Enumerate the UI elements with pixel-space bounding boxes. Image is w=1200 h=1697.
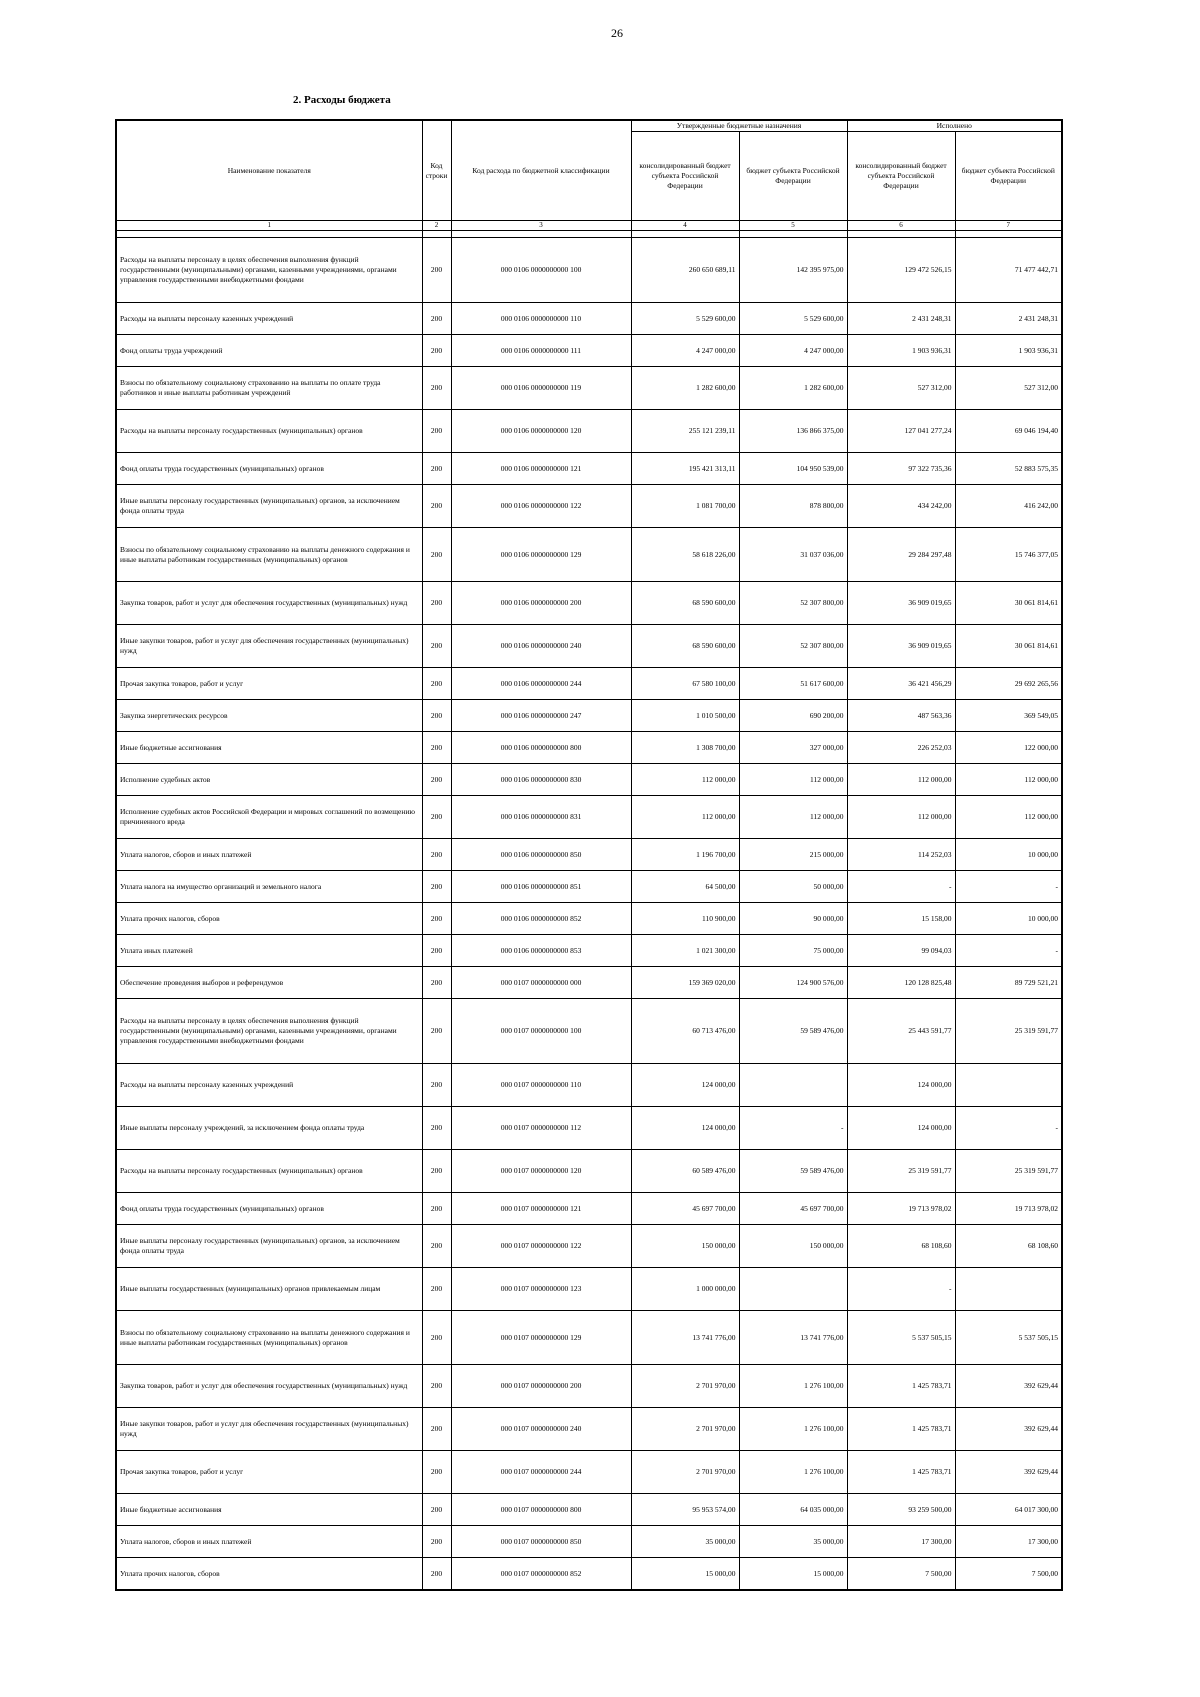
row-approved-subject-cell: 75 000,00: [739, 935, 847, 967]
row-classification-code-cell: 000 0106 0000000000 110: [451, 303, 631, 335]
row-executed-subject-cell: [955, 1268, 1062, 1311]
row-classification-code-cell: 000 0106 0000000000 851: [451, 871, 631, 903]
row-executed-subject-cell: 30 061 814,61: [955, 582, 1062, 625]
row-executed-consolidated-cell: 68 108,60: [847, 1225, 955, 1268]
row-executed-subject-cell: 392 629,44: [955, 1451, 1062, 1494]
row-approved-subject-cell: 112 000,00: [739, 764, 847, 796]
row-executed-consolidated-cell: 112 000,00: [847, 796, 955, 839]
row-approved-subject-cell: 104 950 539,00: [739, 453, 847, 485]
row-approved-subject-cell: [739, 1064, 847, 1107]
header-executed: Исполнено: [847, 120, 1062, 132]
table-row: [116, 668, 1062, 700]
row-executed-subject-cell: -: [955, 935, 1062, 967]
row-line-code-cell: 200: [422, 1193, 451, 1225]
row-name-cell: Фонд оплаты труда государственных (муниципальных) органов: [116, 1193, 422, 1225]
row-line-code-cell: 200: [422, 453, 451, 485]
row-executed-subject-cell: 369 549,05: [955, 700, 1062, 732]
table-row: [116, 1064, 1062, 1107]
row-approved-subject-cell: 215 000,00: [739, 839, 847, 871]
table-row: [116, 967, 1062, 999]
row-name-cell: Иные закупки товаров, работ и услуг для обеспечения государственных (муниципальных) нужд: [116, 625, 422, 668]
row-executed-subject-cell: 10 000,00: [955, 839, 1062, 871]
header-line-code: Код строки: [422, 120, 451, 221]
row-approved-subject-cell: 90 000,00: [739, 903, 847, 935]
row-executed-consolidated-cell: 124 000,00: [847, 1107, 955, 1150]
row-name-cell: Уплата налогов, сборов и иных платежей: [116, 839, 422, 871]
row-classification-code-cell: 000 0106 0000000000 852: [451, 903, 631, 935]
row-name-cell: Расходы на выплаты персоналу казенных учреждений: [116, 303, 422, 335]
row-classification-code-cell: 000 0106 0000000000 850: [451, 839, 631, 871]
row-executed-consolidated-cell: 434 242,00: [847, 485, 955, 528]
row-line-code-cell: 200: [422, 1268, 451, 1311]
row-approved-consolidated-cell: 2 701 970,00: [631, 1451, 739, 1494]
row-executed-consolidated-cell: 15 158,00: [847, 903, 955, 935]
row-approved-consolidated-cell: 112 000,00: [631, 764, 739, 796]
row-line-code-cell: 200: [422, 582, 451, 625]
row-line-code-cell: 200: [422, 1150, 451, 1193]
row-approved-consolidated-cell: 68 590 600,00: [631, 625, 739, 668]
row-executed-subject-cell: 527 312,00: [955, 367, 1062, 410]
row-name-cell: Иные выплаты государственных (муниципальных) органов привлекаемым лицам: [116, 1268, 422, 1311]
table-row: [116, 839, 1062, 871]
budget-expenses-table: [115, 119, 1063, 1591]
row-approved-consolidated-cell: 1 000 000,00: [631, 1268, 739, 1311]
row-approved-consolidated-cell: 124 000,00: [631, 1107, 739, 1150]
table-row: [116, 1526, 1062, 1558]
row-line-code-cell: 200: [422, 1311, 451, 1365]
row-executed-subject-cell: 112 000,00: [955, 796, 1062, 839]
row-approved-subject-cell: [739, 1268, 847, 1311]
row-classification-code-cell: 000 0107 0000000000 850: [451, 1526, 631, 1558]
row-classification-code-cell: 000 0107 0000000000 244: [451, 1451, 631, 1494]
row-approved-subject-cell: 5 529 600,00: [739, 303, 847, 335]
row-line-code-cell: 200: [422, 967, 451, 999]
row-line-code-cell: 200: [422, 303, 451, 335]
row-approved-consolidated-cell: 1 021 300,00: [631, 935, 739, 967]
row-approved-subject-cell: 50 000,00: [739, 871, 847, 903]
row-approved-subject-cell: 124 900 576,00: [739, 967, 847, 999]
row-line-code-cell: 200: [422, 700, 451, 732]
row-name-cell: Обеспечение проведения выборов и референдумов: [116, 967, 422, 999]
row-name-cell: Взносы по обязательному социальному страхованию на выплаты денежного содержания и иные выплаты работникам государственных (муниципальных) органов: [116, 528, 422, 582]
row-name-cell: Взносы по обязательному социальному страхованию на выплаты по оплате труда работников и иные выплаты работникам учреждений: [116, 367, 422, 410]
row-name-cell: Исполнение судебных актов Российской Федерации и мировых соглашений по возмещению причиненного вреда: [116, 796, 422, 839]
row-line-code-cell: 200: [422, 1225, 451, 1268]
row-line-code-cell: 200: [422, 668, 451, 700]
row-approved-subject-cell: 327 000,00: [739, 732, 847, 764]
row-approved-consolidated-cell: 124 000,00: [631, 1064, 739, 1107]
row-approved-subject-cell: 13 741 776,00: [739, 1311, 847, 1365]
table-row: [116, 238, 1062, 303]
row-classification-code-cell: 000 0107 0000000000 852: [451, 1558, 631, 1591]
header-classification-code: Код расхода по бюджетной классификации: [451, 120, 631, 221]
row-executed-consolidated-cell: 7 500,00: [847, 1558, 955, 1591]
row-name-cell: Взносы по обязательному социальному страхованию на выплаты денежного содержания и иные выплаты работникам государственных (муниципальных) органов: [116, 1311, 422, 1365]
row-classification-code-cell: 000 0106 0000000000 247: [451, 700, 631, 732]
row-approved-consolidated-cell: 68 590 600,00: [631, 582, 739, 625]
row-executed-consolidated-cell: 5 537 505,15: [847, 1311, 955, 1365]
header-approved-consolidated: консолидированный бюджет субъекта Российской Федерации: [631, 132, 739, 221]
row-approved-consolidated-cell: 1 010 500,00: [631, 700, 739, 732]
row-line-code-cell: 200: [422, 1526, 451, 1558]
row-approved-subject-cell: 4 247 000,00: [739, 335, 847, 367]
row-approved-consolidated-cell: 67 580 100,00: [631, 668, 739, 700]
row-name-cell: Расходы на выплаты персоналу казенных учреждений: [116, 1064, 422, 1107]
row-classification-code-cell: 000 0107 0000000000 100: [451, 999, 631, 1064]
column-number: 2: [422, 221, 451, 231]
table-row: [116, 1558, 1062, 1591]
table-row: [116, 1193, 1062, 1225]
row-classification-code-cell: 000 0106 0000000000 244: [451, 668, 631, 700]
row-approved-subject-cell: 15 000,00: [739, 1558, 847, 1591]
row-approved-consolidated-cell: 35 000,00: [631, 1526, 739, 1558]
table-row: [116, 732, 1062, 764]
row-executed-consolidated-cell: 36 909 019,65: [847, 625, 955, 668]
row-name-cell: Уплата налогов, сборов и иных платежей: [116, 1526, 422, 1558]
table-row: [116, 1408, 1062, 1451]
row-executed-subject-cell: [955, 1064, 1062, 1107]
table-row: [116, 1107, 1062, 1150]
table-row: [116, 999, 1062, 1064]
row-executed-consolidated-cell: 1 425 783,71: [847, 1365, 955, 1408]
row-approved-subject-cell: 45 697 700,00: [739, 1193, 847, 1225]
row-executed-consolidated-cell: 127 041 277,24: [847, 410, 955, 453]
row-executed-consolidated-cell: 114 252,03: [847, 839, 955, 871]
row-approved-consolidated-cell: 13 741 776,00: [631, 1311, 739, 1365]
row-approved-subject-cell: 59 589 476,00: [739, 1150, 847, 1193]
row-executed-subject-cell: 112 000,00: [955, 764, 1062, 796]
row-approved-consolidated-cell: 60 589 476,00: [631, 1150, 739, 1193]
row-classification-code-cell: 000 0106 0000000000 100: [451, 238, 631, 303]
row-approved-subject-cell: 52 307 800,00: [739, 582, 847, 625]
row-name-cell: Иные бюджетные ассигнования: [116, 1494, 422, 1526]
column-number: 6: [847, 221, 955, 231]
row-executed-consolidated-cell: 25 319 591,77: [847, 1150, 955, 1193]
row-approved-consolidated-cell: 58 618 226,00: [631, 528, 739, 582]
table-row: [116, 485, 1062, 528]
row-executed-subject-cell: 392 629,44: [955, 1365, 1062, 1408]
row-approved-consolidated-cell: 2 701 970,00: [631, 1365, 739, 1408]
row-line-code-cell: 200: [422, 871, 451, 903]
row-approved-subject-cell: 136 866 375,00: [739, 410, 847, 453]
row-classification-code-cell: 000 0107 0000000000 120: [451, 1150, 631, 1193]
row-line-code-cell: 200: [422, 839, 451, 871]
row-approved-consolidated-cell: 112 000,00: [631, 796, 739, 839]
row-name-cell: Иные бюджетные ассигнования: [116, 732, 422, 764]
row-name-cell: Иные выплаты персоналу государственных (муниципальных) органов, за исключением фонда оплаты труда: [116, 485, 422, 528]
row-executed-consolidated-cell: 29 284 297,48: [847, 528, 955, 582]
row-classification-code-cell: 000 0107 0000000000 121: [451, 1193, 631, 1225]
row-line-code-cell: 200: [422, 367, 451, 410]
table-row: [116, 764, 1062, 796]
row-classification-code-cell: 000 0106 0000000000 240: [451, 625, 631, 668]
row-executed-consolidated-cell: 1 425 783,71: [847, 1408, 955, 1451]
row-line-code-cell: 200: [422, 1451, 451, 1494]
row-name-cell: Закупка товаров, работ и услуг для обеспечения государственных (муниципальных) нужд: [116, 1365, 422, 1408]
row-name-cell: Закупка товаров, работ и услуг для обеспечения государственных (муниципальных) нужд: [116, 582, 422, 625]
row-approved-consolidated-cell: 195 421 313,11: [631, 453, 739, 485]
row-approved-consolidated-cell: 4 247 000,00: [631, 335, 739, 367]
row-classification-code-cell: 000 0106 0000000000 200: [451, 582, 631, 625]
row-classification-code-cell: 000 0106 0000000000 853: [451, 935, 631, 967]
row-name-cell: Фонд оплаты труда учреждений: [116, 335, 422, 367]
table-body: [116, 231, 1062, 1591]
table-row: [116, 1451, 1062, 1494]
row-approved-consolidated-cell: 150 000,00: [631, 1225, 739, 1268]
row-approved-subject-cell: 878 800,00: [739, 485, 847, 528]
row-classification-code-cell: 000 0107 0000000000 112: [451, 1107, 631, 1150]
header-approved-subject: бюджет субъекта Российской Федерации: [739, 132, 847, 221]
table-row: [116, 582, 1062, 625]
row-line-code-cell: 200: [422, 625, 451, 668]
row-approved-consolidated-cell: 5 529 600,00: [631, 303, 739, 335]
table-row: [116, 335, 1062, 367]
row-classification-code-cell: 000 0106 0000000000 121: [451, 453, 631, 485]
row-classification-code-cell: 000 0106 0000000000 122: [451, 485, 631, 528]
table-row: [116, 903, 1062, 935]
row-executed-subject-cell: 10 000,00: [955, 903, 1062, 935]
row-executed-subject-cell: 19 713 978,02: [955, 1193, 1062, 1225]
row-line-code-cell: 200: [422, 796, 451, 839]
row-line-code-cell: 200: [422, 410, 451, 453]
table-row: [116, 1311, 1062, 1365]
row-line-code-cell: 200: [422, 485, 451, 528]
row-executed-subject-cell: 5 537 505,15: [955, 1311, 1062, 1365]
table-row: [116, 1225, 1062, 1268]
row-executed-subject-cell: 2 431 248,31: [955, 303, 1062, 335]
row-line-code-cell: 200: [422, 1064, 451, 1107]
row-executed-subject-cell: 25 319 591,77: [955, 999, 1062, 1064]
row-line-code-cell: 200: [422, 1107, 451, 1150]
row-name-cell: Прочая закупка товаров, работ и услуг: [116, 668, 422, 700]
row-executed-consolidated-cell: 129 472 526,15: [847, 238, 955, 303]
section-title: 2. Расходы бюджета: [293, 94, 391, 106]
row-executed-consolidated-cell: 120 128 825,48: [847, 967, 955, 999]
column-number: 3: [451, 221, 631, 231]
row-executed-subject-cell: 89 729 521,21: [955, 967, 1062, 999]
row-line-code-cell: 200: [422, 238, 451, 303]
row-executed-consolidated-cell: 2 431 248,31: [847, 303, 955, 335]
row-classification-code-cell: 000 0106 0000000000 831: [451, 796, 631, 839]
row-approved-subject-cell: 59 589 476,00: [739, 999, 847, 1064]
row-approved-subject-cell: 112 000,00: [739, 796, 847, 839]
row-approved-subject-cell: 1 276 100,00: [739, 1408, 847, 1451]
table-row: [116, 935, 1062, 967]
row-approved-subject-cell: 690 200,00: [739, 700, 847, 732]
row-approved-consolidated-cell: 1 196 700,00: [631, 839, 739, 871]
column-number: 5: [739, 221, 847, 231]
row-name-cell: Расходы на выплаты персоналу государственных (муниципальных) органов: [116, 1150, 422, 1193]
table-row: [116, 367, 1062, 410]
table-row: [116, 625, 1062, 668]
row-executed-consolidated-cell: 226 252,03: [847, 732, 955, 764]
table-header: [116, 120, 1062, 231]
table-row: [116, 528, 1062, 582]
row-executed-subject-cell: 71 477 442,71: [955, 238, 1062, 303]
row-approved-subject-cell: 1 276 100,00: [739, 1365, 847, 1408]
row-executed-subject-cell: -: [955, 871, 1062, 903]
row-line-code-cell: 200: [422, 528, 451, 582]
row-approved-subject-cell: 35 000,00: [739, 1526, 847, 1558]
header-indicator-name: Наименование показателя: [116, 120, 422, 221]
table-row: [116, 410, 1062, 453]
row-classification-code-cell: 000 0107 0000000000 122: [451, 1225, 631, 1268]
row-approved-consolidated-cell: 110 900,00: [631, 903, 739, 935]
row-approved-consolidated-cell: 255 121 239,11: [631, 410, 739, 453]
row-approved-consolidated-cell: 1 282 600,00: [631, 367, 739, 410]
row-name-cell: Иные выплаты персоналу государственных (муниципальных) органов, за исключением фонда оплаты труда: [116, 1225, 422, 1268]
row-executed-consolidated-cell: -: [847, 1268, 955, 1311]
header-spacer-row: [116, 231, 1062, 238]
row-approved-subject-cell: 1 282 600,00: [739, 367, 847, 410]
row-line-code-cell: 200: [422, 1408, 451, 1451]
row-approved-subject-cell: 1 276 100,00: [739, 1451, 847, 1494]
row-approved-consolidated-cell: 45 697 700,00: [631, 1193, 739, 1225]
column-number: 4: [631, 221, 739, 231]
row-approved-consolidated-cell: 60 713 476,00: [631, 999, 739, 1064]
row-executed-consolidated-cell: 97 322 735,36: [847, 453, 955, 485]
row-line-code-cell: 200: [422, 1558, 451, 1591]
row-approved-subject-cell: 64 035 000,00: [739, 1494, 847, 1526]
row-approved-consolidated-cell: 64 500,00: [631, 871, 739, 903]
row-executed-subject-cell: 1 903 936,31: [955, 335, 1062, 367]
row-line-code-cell: 200: [422, 764, 451, 796]
table-row: [116, 871, 1062, 903]
row-name-cell: Прочая закупка товаров, работ и услуг: [116, 1451, 422, 1494]
row-approved-consolidated-cell: 15 000,00: [631, 1558, 739, 1591]
row-approved-subject-cell: 52 307 800,00: [739, 625, 847, 668]
row-executed-subject-cell: 29 692 265,56: [955, 668, 1062, 700]
row-classification-code-cell: 000 0107 0000000000 129: [451, 1311, 631, 1365]
row-executed-consolidated-cell: -: [847, 871, 955, 903]
row-name-cell: Расходы на выплаты персоналу в целях обеспечения выполнения функций государственными (муниципальными) органами, казенными учреждениями, органами управления государственными внебюджетными фондами: [116, 238, 422, 303]
row-name-cell: Уплата прочих налогов, сборов: [116, 1558, 422, 1591]
row-classification-code-cell: 000 0106 0000000000 120: [451, 410, 631, 453]
row-classification-code-cell: 000 0107 0000000000 110: [451, 1064, 631, 1107]
row-line-code-cell: 200: [422, 1365, 451, 1408]
row-line-code-cell: 200: [422, 999, 451, 1064]
row-executed-subject-cell: 17 300,00: [955, 1526, 1062, 1558]
header-executed-subject: бюджет субъекта Российской Федерации: [955, 132, 1062, 221]
row-executed-consolidated-cell: 17 300,00: [847, 1526, 955, 1558]
row-classification-code-cell: 000 0107 0000000000 800: [451, 1494, 631, 1526]
row-executed-subject-cell: 416 242,00: [955, 485, 1062, 528]
row-executed-consolidated-cell: 93 259 500,00: [847, 1494, 955, 1526]
table-row: [116, 303, 1062, 335]
row-line-code-cell: 200: [422, 1494, 451, 1526]
table-row: [116, 1150, 1062, 1193]
row-approved-subject-cell: 31 037 036,00: [739, 528, 847, 582]
table-row: [116, 1268, 1062, 1311]
table-row: [116, 453, 1062, 485]
header-approved-assignments: Утвержденные бюджетные назначения: [631, 120, 847, 132]
table-row: [116, 1365, 1062, 1408]
row-executed-consolidated-cell: 112 000,00: [847, 764, 955, 796]
column-number: 1: [116, 221, 422, 231]
row-classification-code-cell: 000 0107 0000000000 200: [451, 1365, 631, 1408]
row-name-cell: Иные закупки товаров, работ и услуг для обеспечения государственных (муниципальных) нужд: [116, 1408, 422, 1451]
row-approved-consolidated-cell: 260 650 689,11: [631, 238, 739, 303]
row-classification-code-cell: 000 0106 0000000000 800: [451, 732, 631, 764]
row-classification-code-cell: 000 0106 0000000000 111: [451, 335, 631, 367]
row-executed-subject-cell: 69 046 194,40: [955, 410, 1062, 453]
row-executed-subject-cell: 392 629,44: [955, 1408, 1062, 1451]
row-approved-subject-cell: 51 617 600,00: [739, 668, 847, 700]
row-classification-code-cell: 000 0107 0000000000 123: [451, 1268, 631, 1311]
row-name-cell: Расходы на выплаты персоналу в целях обеспечения выполнения функций государственными (муниципальными) органами, казенными учреждениями, органами управления государственными внебюджетными фондами: [116, 999, 422, 1064]
row-name-cell: Фонд оплаты труда государственных (муниципальных) органов: [116, 453, 422, 485]
page-number: 26: [611, 26, 623, 40]
row-executed-consolidated-cell: 124 000,00: [847, 1064, 955, 1107]
row-approved-consolidated-cell: 159 369 020,00: [631, 967, 739, 999]
row-executed-subject-cell: -: [955, 1107, 1062, 1150]
row-executed-subject-cell: 52 883 575,35: [955, 453, 1062, 485]
row-executed-consolidated-cell: 1 425 783,71: [847, 1451, 955, 1494]
table-row: [116, 700, 1062, 732]
row-line-code-cell: 200: [422, 903, 451, 935]
row-approved-consolidated-cell: 2 701 970,00: [631, 1408, 739, 1451]
row-executed-consolidated-cell: 1 903 936,31: [847, 335, 955, 367]
row-executed-consolidated-cell: 527 312,00: [847, 367, 955, 410]
row-executed-consolidated-cell: 25 443 591,77: [847, 999, 955, 1064]
row-line-code-cell: 200: [422, 732, 451, 764]
row-line-code-cell: 200: [422, 335, 451, 367]
row-executed-subject-cell: 25 319 591,77: [955, 1150, 1062, 1193]
row-executed-consolidated-cell: 36 421 456,29: [847, 668, 955, 700]
row-executed-subject-cell: 64 017 300,00: [955, 1494, 1062, 1526]
row-executed-subject-cell: 7 500,00: [955, 1558, 1062, 1591]
row-approved-subject-cell: -: [739, 1107, 847, 1150]
row-name-cell: Уплата иных платежей: [116, 935, 422, 967]
row-approved-subject-cell: 150 000,00: [739, 1225, 847, 1268]
expenses-report: [115, 119, 1061, 1591]
column-number: 7: [955, 221, 1062, 231]
row-executed-consolidated-cell: 487 563,36: [847, 700, 955, 732]
row-approved-consolidated-cell: 95 953 574,00: [631, 1494, 739, 1526]
row-executed-subject-cell: 15 746 377,05: [955, 528, 1062, 582]
row-name-cell: Расходы на выплаты персоналу государственных (муниципальных) органов: [116, 410, 422, 453]
row-name-cell: Закупка энергетических ресурсов: [116, 700, 422, 732]
row-line-code-cell: 200: [422, 935, 451, 967]
row-executed-consolidated-cell: 99 094,03: [847, 935, 955, 967]
row-name-cell: Исполнение судебных актов: [116, 764, 422, 796]
header-executed-consolidated: консолидированный бюджет субъекта Российской Федерации: [847, 132, 955, 221]
row-name-cell: Уплата налога на имущество организаций и земельного налога: [116, 871, 422, 903]
row-classification-code-cell: 000 0107 0000000000 000: [451, 967, 631, 999]
row-name-cell: Уплата прочих налогов, сборов: [116, 903, 422, 935]
row-classification-code-cell: 000 0107 0000000000 240: [451, 1408, 631, 1451]
row-approved-consolidated-cell: 1 308 700,00: [631, 732, 739, 764]
row-executed-subject-cell: 68 108,60: [955, 1225, 1062, 1268]
table-row: [116, 796, 1062, 839]
row-name-cell: Иные выплаты персоналу учреждений, за исключением фонда оплаты труда: [116, 1107, 422, 1150]
row-executed-consolidated-cell: 36 909 019,65: [847, 582, 955, 625]
row-executed-consolidated-cell: 19 713 978,02: [847, 1193, 955, 1225]
row-classification-code-cell: 000 0106 0000000000 119: [451, 367, 631, 410]
row-approved-consolidated-cell: 1 081 700,00: [631, 485, 739, 528]
row-executed-subject-cell: 30 061 814,61: [955, 625, 1062, 668]
row-approved-subject-cell: 142 395 975,00: [739, 238, 847, 303]
row-executed-subject-cell: 122 000,00: [955, 732, 1062, 764]
table-row: [116, 1494, 1062, 1526]
row-classification-code-cell: 000 0106 0000000000 129: [451, 528, 631, 582]
row-classification-code-cell: 000 0106 0000000000 830: [451, 764, 631, 796]
